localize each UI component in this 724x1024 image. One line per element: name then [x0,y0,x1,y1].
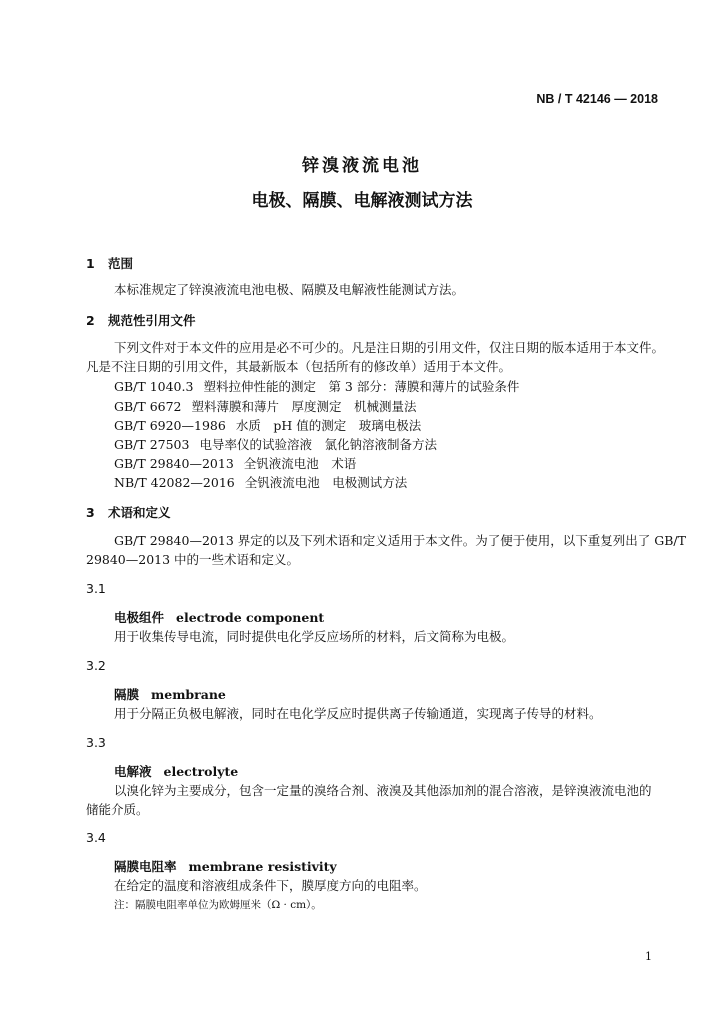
term-definition: 用于收集传导电流，同时提供电化学反应场所的材料，后文简称为电极。 [114,629,515,644]
page-number: 1 [645,950,652,963]
term-en: membrane resistivity [188,859,337,874]
ref-item [114,416,421,434]
term-definition: 用于分隔正负极电解液，同时在电化学反应时提供离子传输通道，实现离子传导的材料。 [114,706,602,721]
term-heading [114,857,337,875]
section-1-heading [86,254,133,272]
ref-title: 塑料拉伸性能的测定 第 3 部分：薄膜和薄片的试验条件 [203,379,520,394]
term-definition: 在给定的温度和溶液组成条件下，膜厚度方向的电阻率。 [114,878,427,893]
section-3-heading [86,503,171,521]
term-number: 3.1 [86,581,106,596]
section-1-title: 范围 [108,256,134,271]
section-2-number: 2 [86,313,95,328]
term-definition: 以溴化锌为主要成分，包含一定量的溴络合剂、液溴及其他添加剂的混合溶液，是锌溴液流电池的 [114,783,652,798]
term-zh: 隔膜 [114,687,140,702]
ref-title: 全钒液流电池 术语 [243,456,357,471]
ref-item [114,473,407,491]
ref-title: 塑料薄膜和薄片 厚度测定 机械测量法 [191,399,417,414]
section-3-intro-line1: GB/T 29840—2013 界定的以及下列术语和定义适用于本文件。为了便于使用，以下重复列出了 GB/T [114,533,686,548]
term-number: 3.3 [86,735,106,750]
section-3-title: 术语和定义 [108,505,171,520]
section-3-intro-line2: 29840—2013 中的一些术语和定义。 [86,552,300,567]
section-2-title: 规范性引用文件 [108,313,196,328]
term-zh: 隔膜电阻率 [114,859,177,874]
ref-title: 全钒液流电池 电极测试方法 [244,475,408,490]
section-3-number: 3 [86,505,95,520]
ref-code: GB/T 27503 [114,437,190,452]
ref-item [114,435,437,453]
ref-code: GB/T 6920—1986 [114,418,226,433]
term-en: electrolyte [163,764,239,779]
term-en: membrane [151,687,226,702]
term-definition-cont: 储能介质。 [86,802,149,817]
term-zh: 电解液 [114,764,152,779]
term-heading [114,762,238,780]
term-heading [114,608,324,626]
term-number: 3.2 [86,658,106,673]
term-zh: 电极组件 [114,610,165,625]
ref-title: 电导率仪的试验溶液 氯化钠溶液制备方法 [199,437,437,452]
term-heading [114,685,226,703]
standard-number: NB / T 42146 — 2018 [536,92,658,106]
ref-item [114,397,417,415]
ref-code: GB/T 6672 [114,399,182,414]
document-title-line1: 锌溴液流电池 [302,156,422,176]
section-2-intro-line2: 凡是不注日期的引用文件，其最新版本（包括所有的修改单）适用于本文件。 [86,359,512,374]
term-en: electrode component [176,610,325,625]
section-1-body: 本标准规定了锌溴液流电池电极、隔膜及电解液性能测试方法。 [114,282,465,297]
ref-item [114,377,519,395]
ref-code: GB/T 29840—2013 [114,456,234,471]
ref-code: GB/T 1040.3 [114,379,194,394]
section-1-number: 1 [86,256,95,271]
ref-code: NB/T 42082—2016 [114,475,235,490]
section-2-heading [86,311,196,329]
section-2-intro-line1: 下列文件对于本文件的应用是必不可少的。凡是注日期的引用文件，仅注日期的版本适用于本文件。 [114,340,665,355]
ref-item [114,454,356,472]
term-note: 注：隔膜电阻率单位为欧姆厘米（Ω · cm）。 [114,899,322,911]
document-title-line2: 电极、隔膜、电解液测试方法 [251,191,473,211]
ref-title: 水质 pH 值的测定 玻璃电极法 [235,418,422,433]
term-number: 3.4 [86,830,106,845]
